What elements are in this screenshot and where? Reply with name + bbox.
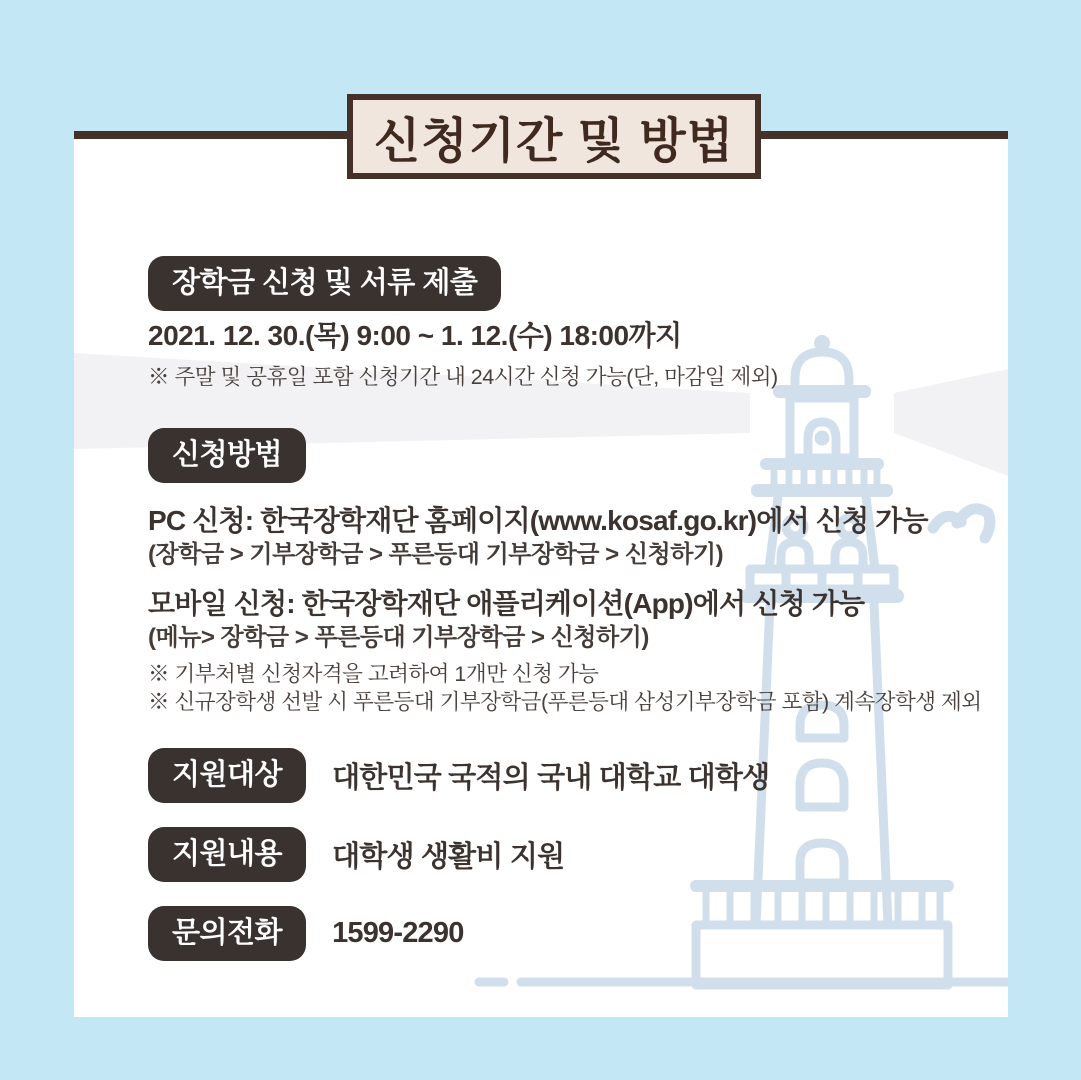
row-badge-target: 지원대상 xyxy=(148,748,306,803)
application-period: 2021. 12. 30.(목) 9:00 ~ 1. 12.(수) 18:00까지 xyxy=(148,320,682,351)
mobile-application-path: (메뉴> 장학금 > 푸른등대 기부장학금 > 신청하기) xyxy=(148,624,649,651)
row-badge-phone: 문의전화 xyxy=(148,906,306,961)
info-row-phone xyxy=(148,906,464,961)
seagull-icon xyxy=(933,509,990,538)
method-note-2: ※ 신규장학생 선발 시 푸른등대 기부장학금(푸른등대 삼성기부장학금 포함) 계속장학생 제외 xyxy=(148,690,982,714)
info-row-benefit xyxy=(148,827,564,882)
pc-application-path: (장학금 > 기부장학금 > 푸른등대 기부장학금 > 신청하기) xyxy=(148,541,724,568)
row-value-target: 대한민국 국적의 국내 대학교 대학생 xyxy=(332,761,770,794)
period-note: ※ 주말 및 공휴일 포함 신청기간 내 24시간 신청 가능(단, 마감일 제외) xyxy=(148,365,778,389)
row-badge-benefit: 지원내용 xyxy=(148,827,306,882)
pc-application-line: PC 신청: 한국장학재단 홈페이지(www.kosaf.go.kr)에서 신청 가능 xyxy=(148,505,928,536)
page-title xyxy=(347,94,761,179)
section-badge-method: 신청방법 xyxy=(148,428,306,483)
method-note-1: ※ 기부처별 신청자격을 고려하여 1개만 신청 가능 xyxy=(148,662,599,686)
page-title-text: 신청기간 및 방법 xyxy=(373,115,735,168)
info-row-target xyxy=(148,748,769,803)
row-value-benefit: 대학생 생활비 지원 xyxy=(332,840,565,873)
section-badge-submission: 장학금 신청 및 서류 제출 xyxy=(148,256,501,311)
row-value-phone: 1599-2290 xyxy=(332,916,464,949)
mobile-application-line: 모바일 신청: 한국장학재단 애플리케이션(App)에서 신청 가능 xyxy=(148,588,865,619)
